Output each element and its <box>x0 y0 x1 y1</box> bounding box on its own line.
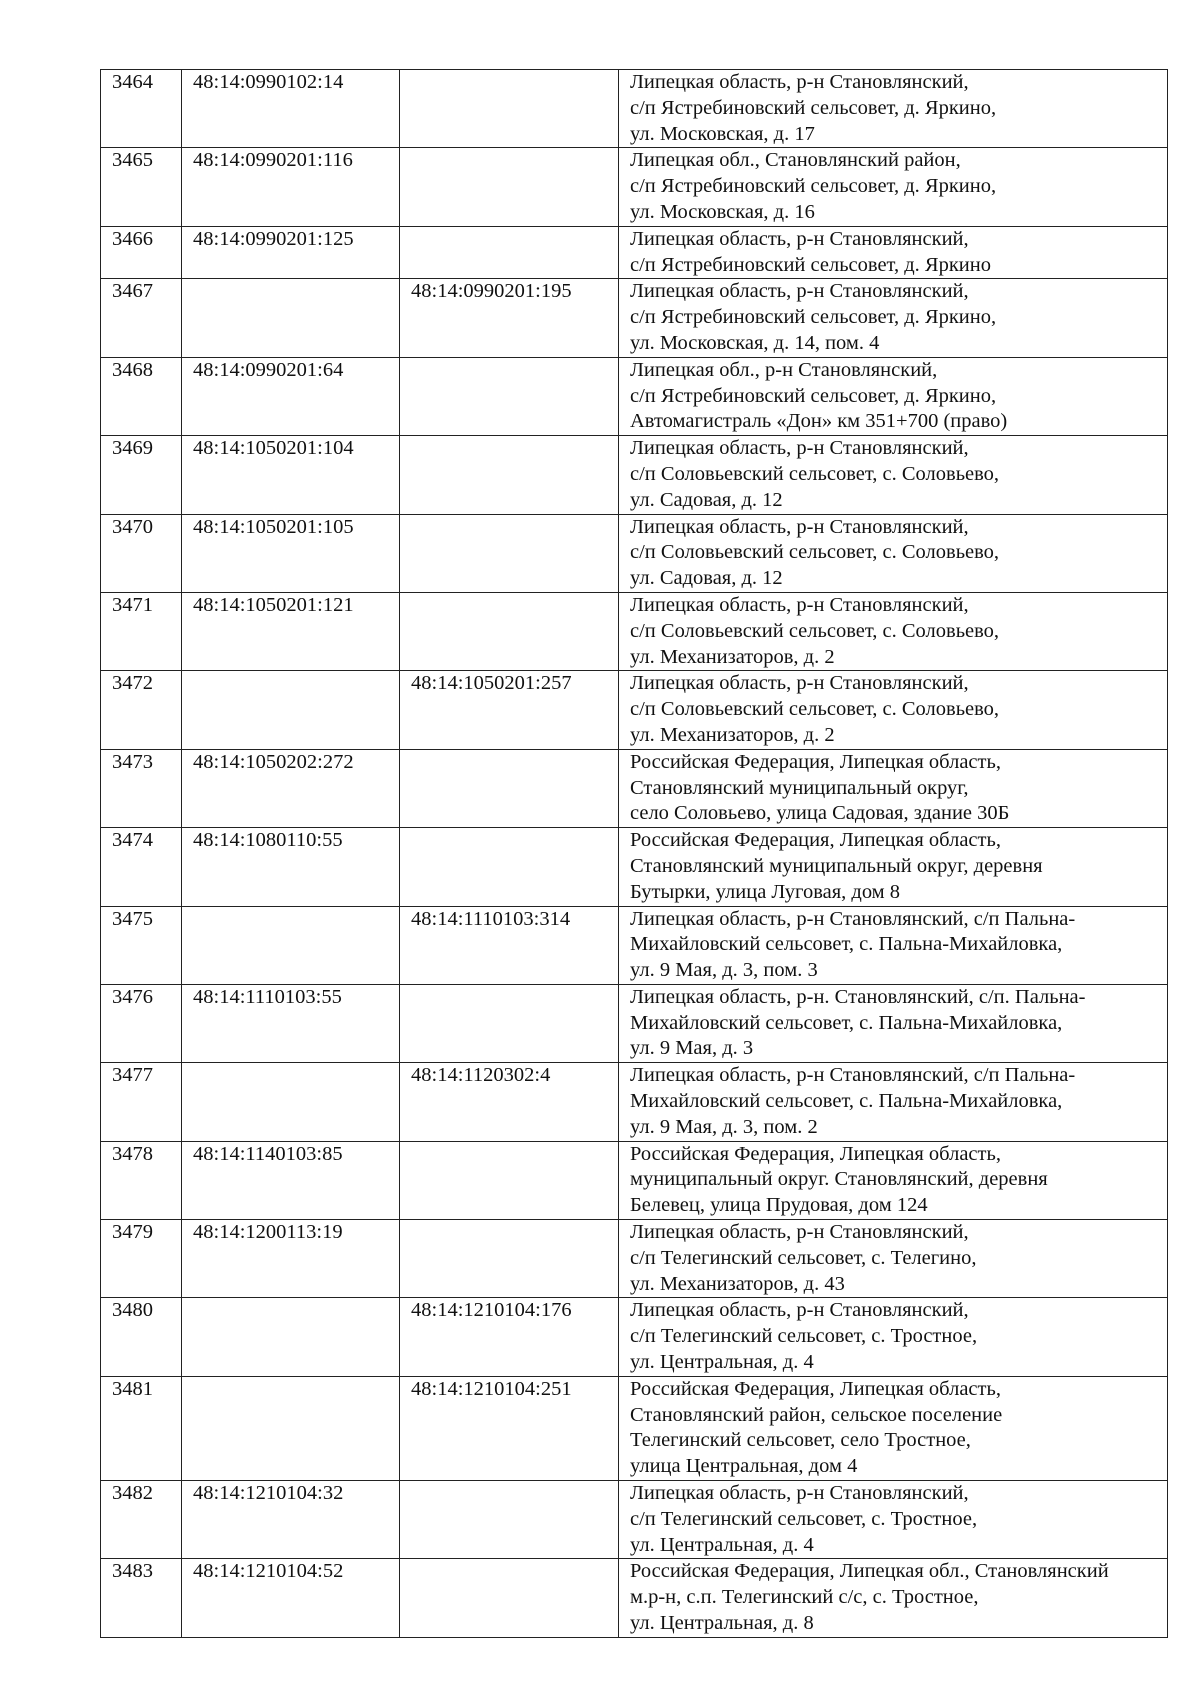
address-line: ул. Механизаторов, д. 2 <box>630 645 835 668</box>
address-line: Липецкая область, р-н Становлянский, <box>630 1221 969 1244</box>
address-cell <box>619 1220 1168 1298</box>
address-line: ул. Московская, д. 14, пом. 4 <box>630 331 880 354</box>
table-row <box>101 514 1168 592</box>
address-line: Михайловский сельсовет, с. Пальна-Михайловка, <box>630 1011 1063 1034</box>
address-cell <box>619 1063 1168 1141</box>
address-line: Российская Федерация, Липецкая область, <box>630 1377 1001 1400</box>
address-cell <box>619 1298 1168 1376</box>
address-line: с/п Соловьевский сельсовет, с. Соловьево, <box>630 619 1000 642</box>
address-line: с/п Соловьевский сельсовет, с. Соловьево, <box>630 541 1000 564</box>
row-number-cell: 3483 <box>101 1559 182 1637</box>
row-number-cell: 3465 <box>101 148 182 226</box>
address-line: ул. Механизаторов, д. 2 <box>630 723 835 746</box>
cadastral-number-cell: 48:14:1080110:55 <box>182 828 400 906</box>
premises-cadastral-number-cell <box>400 514 619 592</box>
row-number-cell: 3479 <box>101 1220 182 1298</box>
address-line: Липецкая область, р-н Становлянский, с/п Пальна- <box>630 907 1076 930</box>
address-line: Михайловский сельсовет, с. Пальна-Михайловка, <box>630 1090 1063 1113</box>
address-line: с/п Ястребиновский сельсовет, д. Яркино <box>630 253 991 276</box>
premises-cadastral-number-cell <box>400 1220 619 1298</box>
address-line: Липецкая область, р-н Становлянский, <box>630 1299 969 1322</box>
address-line: Липецкая область, р-н Становлянский, <box>630 515 969 538</box>
row-number-cell: 3477 <box>101 1063 182 1141</box>
address-line: Российская Федерация, Липецкая область, <box>630 829 1001 852</box>
address-line: Липецкая область, р-н. Становлянский, с/п. Пальна- <box>630 985 1086 1008</box>
cadastral-number-cell: 48:14:1140103:85 <box>182 1141 400 1219</box>
address-line: ул. Московская, д. 17 <box>630 122 815 145</box>
address-line: ул. Центральная, д. 4 <box>630 1351 814 1374</box>
table-row <box>101 1559 1168 1637</box>
address-cell <box>619 70 1168 148</box>
address-cell <box>619 148 1168 226</box>
address-line: Липецкая обл., р-н Становлянский, <box>630 358 938 381</box>
address-line: Липецкая область, р-н Становлянский, <box>630 593 969 616</box>
address-cell <box>619 592 1168 670</box>
premises-cadastral-number-cell <box>400 148 619 226</box>
address-line: улица Центральная, дом 4 <box>630 1455 858 1478</box>
registry-table-body <box>101 70 1168 1638</box>
address-cell <box>619 984 1168 1062</box>
table-row <box>101 1063 1168 1141</box>
table-row <box>101 1481 1168 1559</box>
address-line: Липецкая область, р-н Становлянский, <box>630 280 969 303</box>
premises-cadastral-number-cell <box>400 436 619 514</box>
cadastral-number-cell <box>182 1376 400 1480</box>
address-line: ул. Механизаторов, д. 43 <box>630 1272 845 1295</box>
address-line: ул. Московская, д. 16 <box>630 200 815 223</box>
address-cell <box>619 1141 1168 1219</box>
row-number-cell: 3478 <box>101 1141 182 1219</box>
cadastral-number-cell: 48:14:1210104:32 <box>182 1481 400 1559</box>
address-line: м.р-н, с.п. Телегинский с/с, с. Тростное, <box>630 1586 979 1609</box>
premises-cadastral-number-cell: 48:14:1210104:176 <box>400 1298 619 1376</box>
address-cell <box>619 749 1168 827</box>
row-number-cell: 3471 <box>101 592 182 670</box>
address-line: Бутырки, улица Луговая, дом 8 <box>630 880 901 903</box>
row-number-cell: 3469 <box>101 436 182 514</box>
address-line: с/п Телегинский сельсовет, с. Тростное, <box>630 1325 978 1348</box>
table-row <box>101 1298 1168 1376</box>
cadastral-number-cell: 48:14:1050202:272 <box>182 749 400 827</box>
cadastral-number-cell: 48:14:1050201:105 <box>182 514 400 592</box>
address-line: Липецкая область, р-н Становлянский, с/п Пальна- <box>630 1064 1076 1087</box>
premises-cadastral-number-cell: 48:14:1210104:251 <box>400 1376 619 1480</box>
address-line: Становлянский район, сельское поселение <box>630 1403 1003 1426</box>
address-line: село Соловьево, улица Садовая, здание 30Б <box>630 802 1010 825</box>
address-line: с/п Телегинский сельсовет, с. Тростное, <box>630 1507 978 1530</box>
address-cell <box>619 1559 1168 1637</box>
cadastral-number-cell: 48:14:0990201:116 <box>182 148 400 226</box>
row-number-cell: 3481 <box>101 1376 182 1480</box>
address-cell <box>619 1376 1168 1480</box>
table-row <box>101 70 1168 148</box>
address-line: Липецкая область, р-н Становлянский, <box>630 437 969 460</box>
address-cell <box>619 828 1168 906</box>
address-cell <box>619 226 1168 279</box>
address-line: с/п Телегинский сельсовет, с. Телегино, <box>630 1246 977 1269</box>
cadastral-number-cell <box>182 279 400 357</box>
table-row <box>101 984 1168 1062</box>
premises-cadastral-number-cell <box>400 1141 619 1219</box>
table-row <box>101 1141 1168 1219</box>
address-line: Белевец, улица Прудовая, дом 124 <box>630 1194 928 1217</box>
table-row <box>101 906 1168 984</box>
address-line: с/п Ястребиновский сельсовет, д. Яркино, <box>630 384 997 407</box>
address-line: муниципальный округ. Становлянский, деревня <box>630 1168 1048 1191</box>
address-line: с/п Соловьевский сельсовет, с. Соловьево, <box>630 698 1000 721</box>
premises-cadastral-number-cell <box>400 984 619 1062</box>
row-number-cell: 3482 <box>101 1481 182 1559</box>
table-row <box>101 436 1168 514</box>
table-row <box>101 828 1168 906</box>
table-row <box>101 279 1168 357</box>
row-number-cell: 3470 <box>101 514 182 592</box>
table-row <box>101 671 1168 749</box>
cadastral-number-cell <box>182 1063 400 1141</box>
address-line: с/п Соловьевский сельсовет, с. Соловьево, <box>630 462 1000 485</box>
cadastral-number-cell: 48:14:0990102:14 <box>182 70 400 148</box>
address-line: ул. 9 Мая, д. 3, пом. 2 <box>630 1115 818 1138</box>
address-line: Российская Федерация, Липецкая обл., Становлянский <box>630 1560 1109 1583</box>
address-line: ул. Садовая, д. 12 <box>630 488 783 511</box>
address-line: Михайловский сельсовет, с. Пальна-Михайловка, <box>630 933 1063 956</box>
premises-cadastral-number-cell <box>400 1559 619 1637</box>
premises-cadastral-number-cell <box>400 357 619 435</box>
address-line: Телегинский сельсовет, село Тростное, <box>630 1429 971 1452</box>
cadastral-number-cell: 48:14:1050201:121 <box>182 592 400 670</box>
address-line: Автомагистраль «Дон» км 351+700 (право) <box>630 410 1008 433</box>
row-number-cell: 3467 <box>101 279 182 357</box>
table-row <box>101 226 1168 279</box>
table-row <box>101 592 1168 670</box>
cadastral-number-cell: 48:14:1210104:52 <box>182 1559 400 1637</box>
address-line: Российская Федерация, Липецкая область, <box>630 1142 1001 1165</box>
row-number-cell: 3480 <box>101 1298 182 1376</box>
address-line: Липецкая обл., Становлянский район, <box>630 149 961 172</box>
address-cell <box>619 906 1168 984</box>
address-line: ул. Садовая, д. 12 <box>630 567 783 590</box>
registry-table <box>100 69 1168 1638</box>
table-row <box>101 749 1168 827</box>
premises-cadastral-number-cell <box>400 1481 619 1559</box>
address-cell <box>619 357 1168 435</box>
address-line: ул. Центральная, д. 8 <box>630 1612 814 1635</box>
address-line: Российская Федерация, Липецкая область, <box>630 750 1001 773</box>
cadastral-number-cell: 48:14:1110103:55 <box>182 984 400 1062</box>
table-row <box>101 357 1168 435</box>
address-line: с/п Ястребиновский сельсовет, д. Яркино, <box>630 175 997 198</box>
cadastral-number-cell: 48:14:1200113:19 <box>182 1220 400 1298</box>
premises-cadastral-number-cell <box>400 592 619 670</box>
row-number-cell: 3476 <box>101 984 182 1062</box>
premises-cadastral-number-cell <box>400 749 619 827</box>
cadastral-number-cell: 48:14:0990201:125 <box>182 226 400 279</box>
premises-cadastral-number-cell <box>400 828 619 906</box>
row-number-cell: 3464 <box>101 70 182 148</box>
row-number-cell: 3474 <box>101 828 182 906</box>
row-number-cell: 3472 <box>101 671 182 749</box>
address-cell <box>619 514 1168 592</box>
address-line: Липецкая область, р-н Становлянский, <box>630 227 969 250</box>
premises-cadastral-number-cell: 48:14:0990201:195 <box>400 279 619 357</box>
address-cell <box>619 1481 1168 1559</box>
address-line: Становлянский муниципальный округ, <box>630 776 969 799</box>
row-number-cell: 3466 <box>101 226 182 279</box>
table-row <box>101 1376 1168 1480</box>
address-cell <box>619 671 1168 749</box>
premises-cadastral-number-cell <box>400 226 619 279</box>
address-line: Становлянский муниципальный округ, деревня <box>630 854 1043 877</box>
cadastral-number-cell <box>182 1298 400 1376</box>
row-number-cell: 3473 <box>101 749 182 827</box>
cadastral-number-cell <box>182 671 400 749</box>
address-line: ул. 9 Мая, д. 3, пом. 3 <box>630 959 818 982</box>
premises-cadastral-number-cell: 48:14:1050201:257 <box>400 671 619 749</box>
cadastral-number-cell: 48:14:0990201:64 <box>182 357 400 435</box>
address-cell <box>619 436 1168 514</box>
premises-cadastral-number-cell: 48:14:1110103:314 <box>400 906 619 984</box>
row-number-cell: 3475 <box>101 906 182 984</box>
row-number-cell: 3468 <box>101 357 182 435</box>
address-line: Липецкая область, р-н Становлянский, <box>630 672 969 695</box>
address-cell <box>619 279 1168 357</box>
address-line: с/п Ястребиновский сельсовет, д. Яркино, <box>630 306 997 329</box>
address-line: Липецкая область, р-н Становлянский, <box>630 1482 969 1505</box>
address-line: с/п Ястребиновский сельсовет, д. Яркино, <box>630 96 997 119</box>
cadastral-number-cell: 48:14:1050201:104 <box>182 436 400 514</box>
cadastral-number-cell <box>182 906 400 984</box>
address-line: Липецкая область, р-н Становлянский, <box>630 71 969 93</box>
address-line: ул. 9 Мая, д. 3 <box>630 1037 754 1060</box>
address-line: ул. Центральная, д. 4 <box>630 1533 814 1556</box>
table-row <box>101 1220 1168 1298</box>
premises-cadastral-number-cell: 48:14:1120302:4 <box>400 1063 619 1141</box>
premises-cadastral-number-cell <box>400 70 619 148</box>
table-row <box>101 148 1168 226</box>
